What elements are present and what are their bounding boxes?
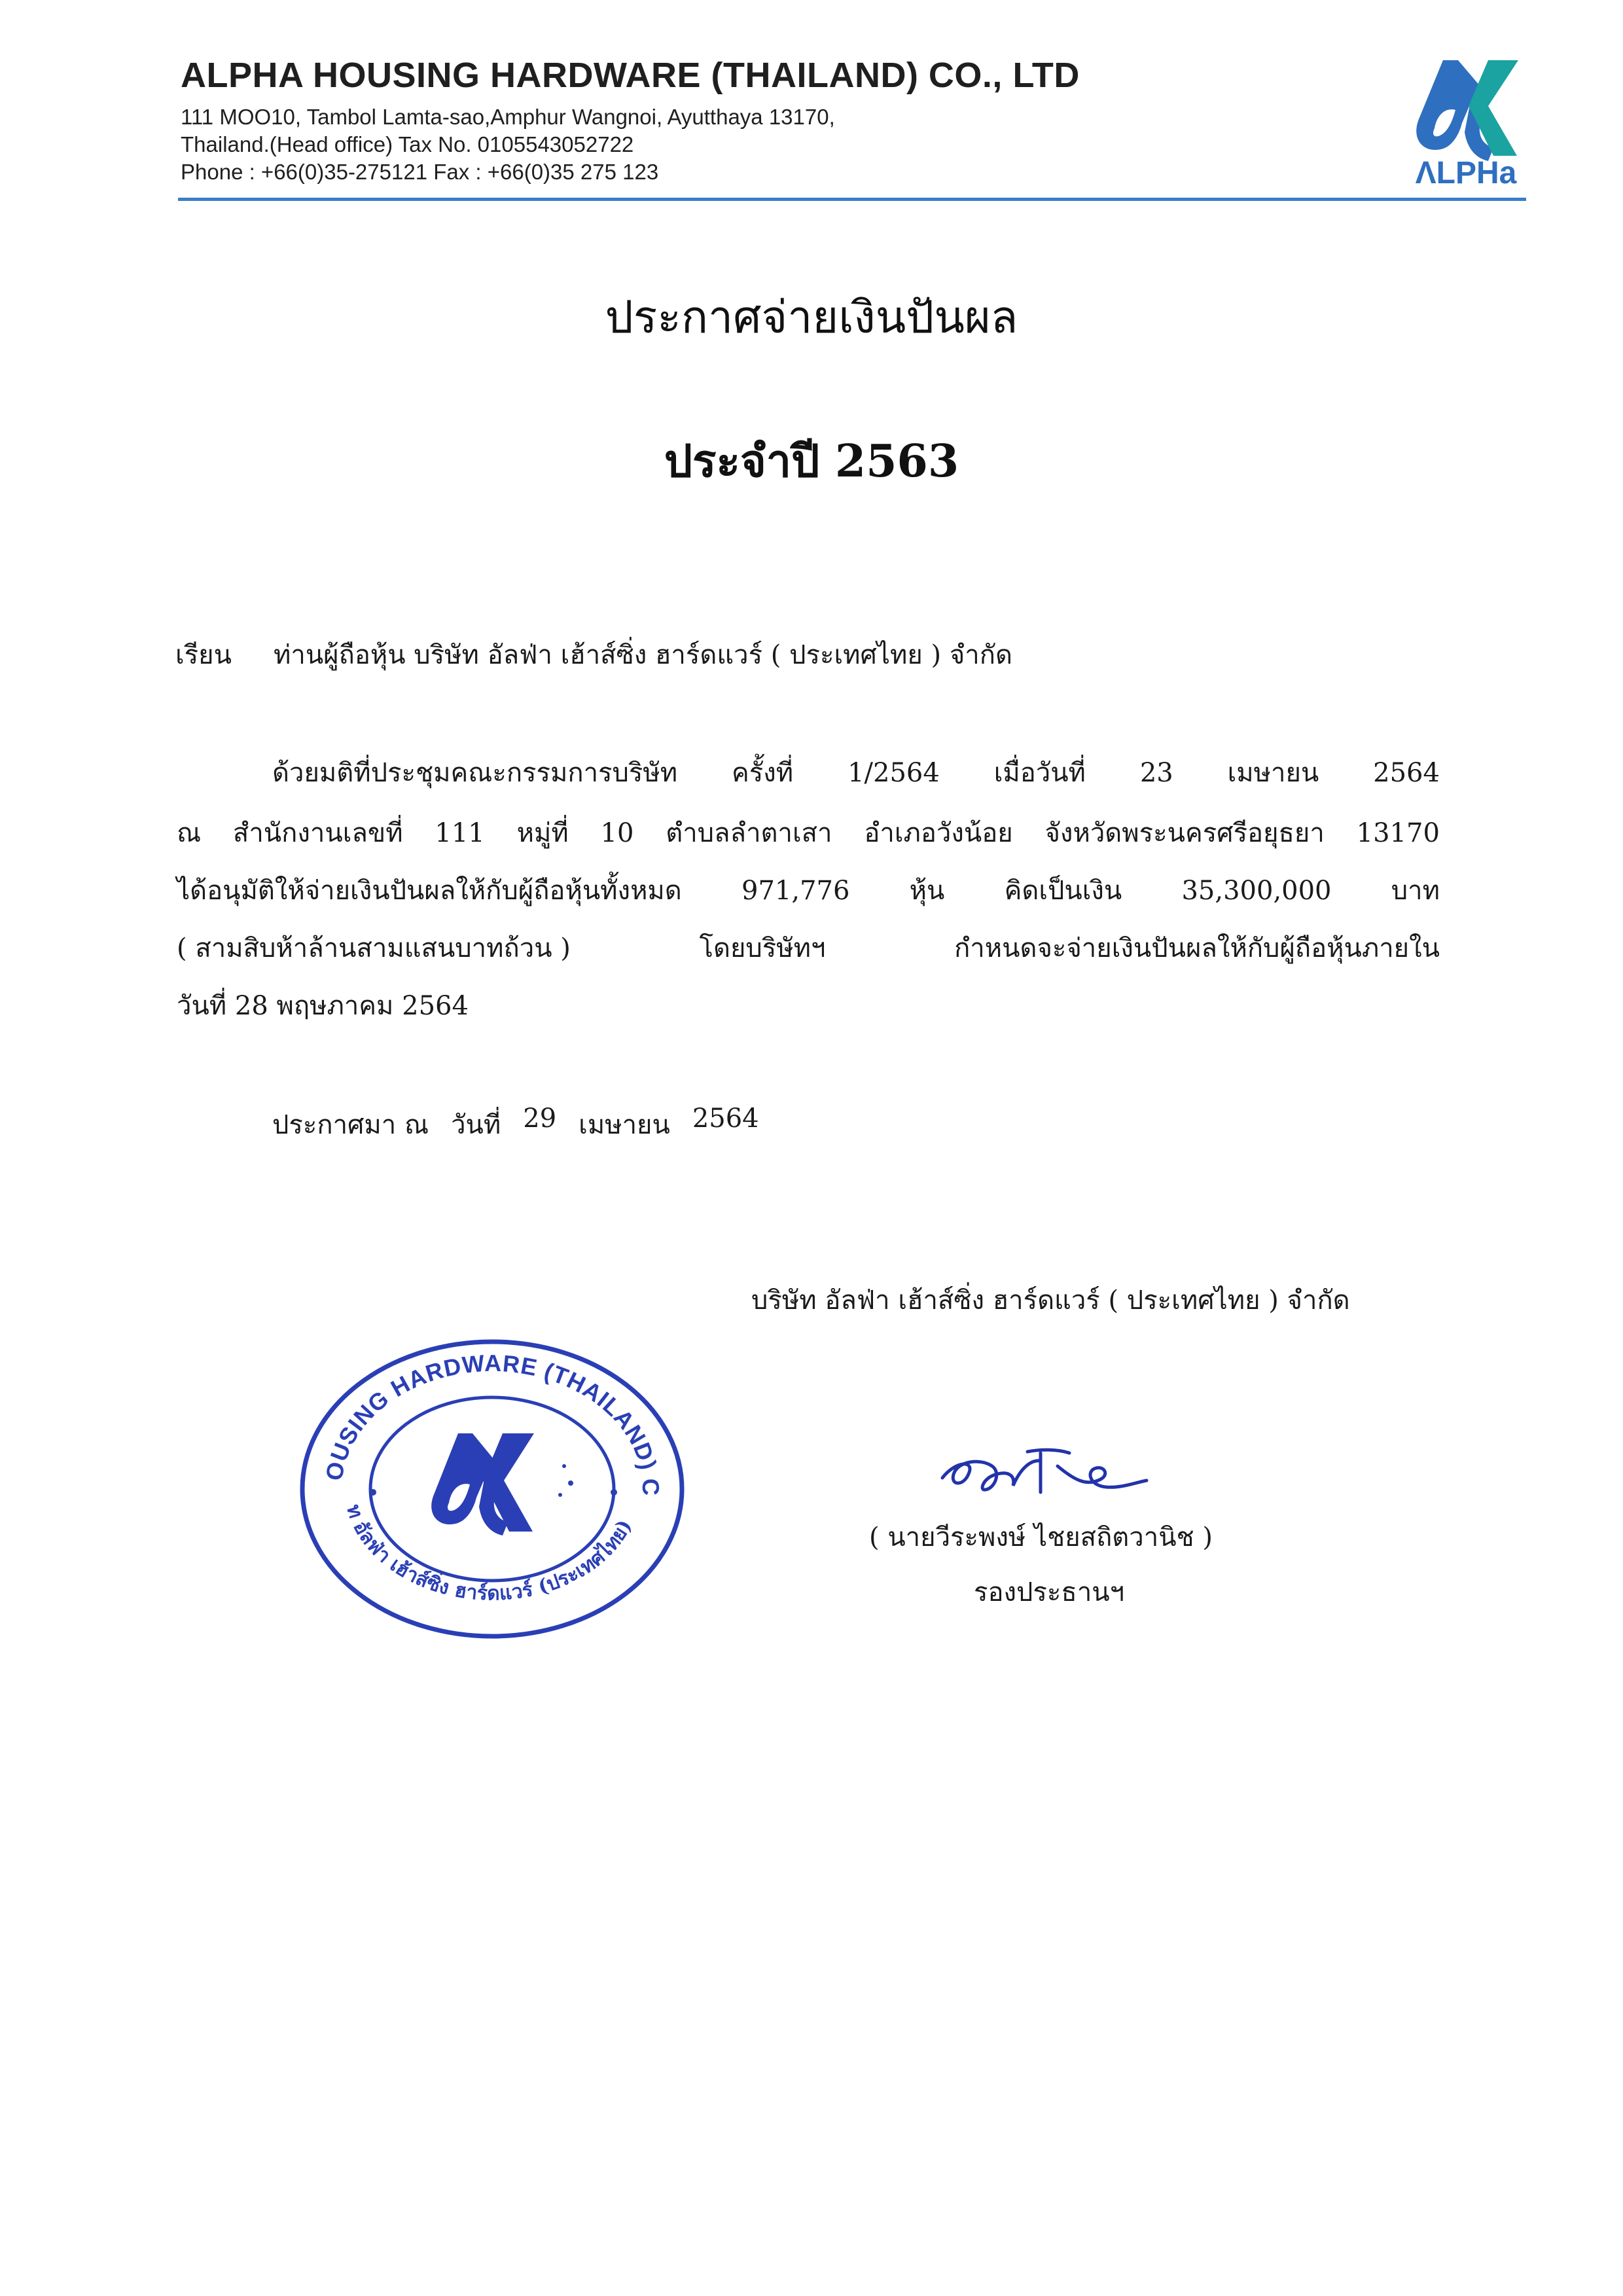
- body-text: สำนักงานเลขที่: [232, 818, 403, 848]
- company-address-line1: 111 MOO10, Tambol Lamta-sao,Amphur Wangnoi, Ayutthaya 13170,: [181, 105, 835, 129]
- body-text: เมื่อวันที่: [993, 758, 1086, 788]
- document-title: ประกาศจ่ายเงินปันผล: [605, 292, 1018, 344]
- dividend-amount: 35,300,000: [1181, 876, 1332, 906]
- signature-company: บริษัท อัลฟ่า เฮ้าส์ซิ่ง ฮาร์ดแวร์ ( ประเทศไทย ) จำกัด: [751, 1285, 1350, 1316]
- announce-day: 29: [523, 1103, 557, 1134]
- meeting-month: เมษายน: [1227, 758, 1319, 788]
- announce-month: เมษายน: [579, 1110, 670, 1140]
- body-text: อำเภอวังน้อย: [864, 818, 1013, 848]
- body-text: วันที่: [451, 1110, 501, 1140]
- body-text: ณ: [177, 818, 202, 848]
- body-text: ครั้งที่: [732, 758, 794, 788]
- seal-text-thai: ท อัลฟ่า เฮ้าส์ซิ่ง ฮาร์ดแวร์ (ประเทศไทย): [342, 1501, 637, 1605]
- share-count: 971,776: [741, 876, 850, 906]
- company-contact: Phone : +66(0)35-275121 Fax : +66(0)35 275 123: [181, 160, 659, 184]
- seal-text-english: OUSING HARDWARE (THAILAND) C: [320, 1349, 665, 1497]
- body-text: จังหวัดพระนครศรีอยุธยา: [1044, 818, 1325, 848]
- alpha-logo: [1407, 51, 1525, 188]
- company-address-line2: Thailand.(Head office) Tax No. 0105543052722: [181, 132, 634, 156]
- seal-logo-icon: [431, 1433, 534, 1535]
- salutation-recipient: ท่านผู้ถือหุ้น บริษัท อัลฟ่า เฮ้าส์ซิ่ง ฮาร์ดแวร์ ( ประเทศไทย ) จำกัด: [274, 640, 1012, 670]
- company-seal-stamp: [296, 1335, 688, 1643]
- postal-code: 13170: [1356, 818, 1440, 848]
- office-number: 111: [435, 818, 485, 848]
- body-text: กำหนดจะจ่ายเงินปันผลให้กับผู้ถือหุ้นภายใน: [954, 933, 1440, 963]
- signatory-position: รองประธานฯ: [974, 1577, 1125, 1607]
- body-text: ประกาศมา ณ: [272, 1110, 429, 1140]
- body-line-4: [177, 927, 1440, 969]
- body-text: หุ้น: [909, 876, 945, 906]
- company-name: ALPHA HOUSING HARDWARE (THAILAND) CO., LTD: [181, 56, 1080, 95]
- alpha-logo-icon: [1407, 51, 1525, 188]
- meeting-number: 1/2564: [847, 758, 940, 788]
- header-rule: [178, 198, 1526, 201]
- body-line-1: [272, 751, 1440, 793]
- signatory-name: ( นายวีระพงษ์ ไชยสถิตวานิช ): [869, 1522, 1213, 1552]
- body-text: โดยบริษัทฯ: [699, 933, 826, 963]
- body-line-3: [177, 869, 1440, 911]
- body-text: ตำบลลำตาเสา: [666, 818, 832, 848]
- meeting-day: 23: [1139, 758, 1173, 788]
- body-text: บาท: [1391, 876, 1440, 906]
- handwritten-signature: [929, 1427, 1158, 1505]
- body-text: ได้อนุมัติให้จ่ายเงินปันผลให้กับผู้ถือหุ้นทั้งหมด: [177, 876, 682, 906]
- payment-date: วันที่ 28 พฤษภาคม 2564: [177, 991, 469, 1021]
- document-subtitle-year: ประจำปี 2563: [664, 435, 959, 488]
- amount-in-words: ( สามสิบห้าล้านสามแสนบาทถ้วน ): [177, 933, 571, 963]
- body-text: ด้วยมติที่ประชุมคณะกรรมการบริษัท: [272, 758, 678, 788]
- announce-year: 2564: [692, 1103, 759, 1134]
- village-number: 10: [600, 818, 634, 848]
- announcement-date: [272, 1103, 759, 1145]
- body-text: หมู่ที่: [516, 818, 569, 848]
- meeting-year: 2564: [1373, 758, 1440, 788]
- salutation-label: เรียน: [175, 640, 232, 670]
- alpha-logo-text: ΛLPHa: [1415, 156, 1517, 188]
- body-line-2: [177, 812, 1440, 853]
- body-text: คิดเป็นเงิน: [1004, 876, 1122, 906]
